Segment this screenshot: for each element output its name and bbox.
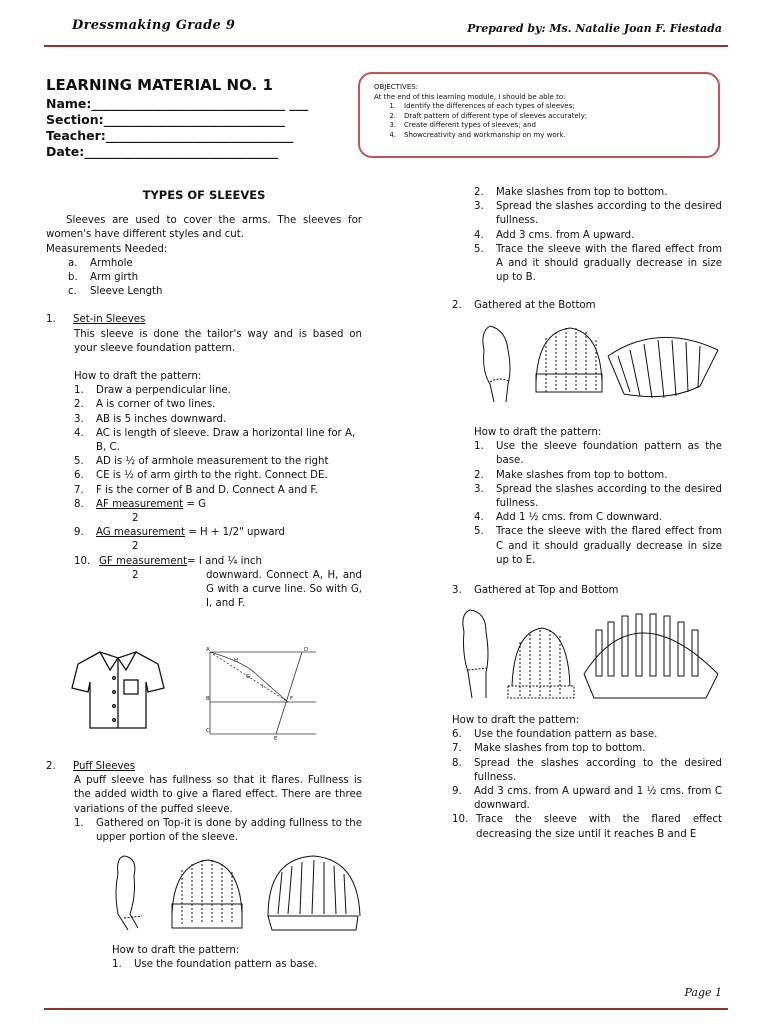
objectives-heading: OBJECTIVES: xyxy=(374,83,419,91)
fraction-denominator: 2 xyxy=(132,513,139,525)
puff-section xyxy=(46,760,362,845)
shirt-illustration xyxy=(70,648,166,732)
bottom-how: How to draft the pattern: 1. Use the sleeve foundation pattern as the base. 2. Make slashes from top to bottom. 3. Spread the slashes according to the desired fullness. 4. Add 1 ½ cms. from C downward. 5. Trace the sleeve with the flared effect from C and it should gradually decrease in size up to E. xyxy=(474,426,722,568)
section-field: Section:_____________________________ xyxy=(46,112,285,127)
puff-how: How to draft the pattern: 1. Use the foundation pattern as base. xyxy=(112,944,362,972)
puff-description: A puff sleeve has fullness so that it flares. Fullness is the added width to give a flared effect. There are three variations of the puffed sleeve. xyxy=(74,775,362,815)
label-C: C xyxy=(206,728,210,734)
step-item: 4. AC is length of sleeve. Draw a horizontal line for A, B, C. xyxy=(74,427,356,454)
label-E: E xyxy=(274,736,278,742)
step-item: 9. AG measurement = H + 1/2" upward xyxy=(74,527,285,539)
step-item: 2. A is corner of two lines. xyxy=(74,399,216,411)
step-item: 6. Use the foundation pattern as base. xyxy=(452,729,658,741)
step-item: 7. F is the corner of B and D. Connect A and F. xyxy=(74,484,318,496)
step-item: 5. Trace the sleeve with the flared effect from A and it should gradually decrease in size up to B. xyxy=(474,243,722,284)
page-title: LEARNING MATERIAL NO. 1 xyxy=(46,76,273,94)
fraction-denominator: 2 xyxy=(132,541,139,553)
header-subject: Dressmaking Grade 9 xyxy=(72,18,236,33)
step-item: 1. Use the foundation pattern as base. xyxy=(112,959,318,971)
step-item: 1. Use the sleeve foundation pattern as the base. xyxy=(474,441,722,467)
label-D: D xyxy=(304,647,309,653)
bottom-heading: 2. Gathered at the Bottom xyxy=(452,300,596,312)
left-column xyxy=(46,188,362,611)
step-item: 2. Make slashes from top to bottom. xyxy=(474,469,668,481)
measurement-item: a. Armhole xyxy=(68,257,133,269)
label-A: A xyxy=(206,647,210,653)
step-item: 10. GF measurement= I and ¼ inch xyxy=(74,555,262,567)
step-item: 8. Spread the slashes according to the desired fullness. xyxy=(452,757,722,783)
label-F: F xyxy=(290,696,294,702)
label-B: B xyxy=(206,696,210,702)
step-item: 4. Add 1 ½ cms. from C downward. xyxy=(474,512,663,524)
step-continuation: 2 downward. Connect A, H, and G with a curve line. So with G, I, and F. xyxy=(132,569,362,610)
step-item: 9. Add 3 cms. from A upward and 1 ½ cms. from C downward. xyxy=(452,786,722,812)
section-title: TYPES OF SLEEVES xyxy=(142,188,266,202)
objective-item: 1. Identify the differences of each types of sleeves; xyxy=(389,102,575,111)
footer-divider xyxy=(44,1008,728,1010)
setin-how: How to draft the pattern: xyxy=(74,371,202,383)
measurement-item: c. Sleeve Length xyxy=(68,286,163,298)
topbottom-how: How to draft the pattern: 6. Use the foundation pattern as base. 7. Make slashes from top to bottom. 8. Spread the slashes according to the desired fullness. 9. Add 3 cms. from A upward and 1 ½ cms. from C downward. 10. Trace the sleeve with the flared effect decreasing the size until it reaches B and E xyxy=(452,714,722,842)
date-field: Date:_______________________________ xyxy=(46,144,279,159)
header-author: Prepared by: Ms. Natalie Joan F. Fiestada xyxy=(467,22,722,35)
right-top-steps xyxy=(452,186,722,314)
objective-item: 4. Showcreativity and workmanship on my work. xyxy=(389,130,566,139)
setin-sleeve-diagram xyxy=(204,648,322,740)
step-item: 5. AD is ½ of armhole measurement to the right xyxy=(74,456,329,468)
measurements-label: Measurements Needed: xyxy=(46,243,168,255)
step-item: 10. Trace the sleeve with the flared effect decreasing the size until it reaches B and E xyxy=(452,814,722,840)
step-item: 3. AB is 5 inches downward. xyxy=(74,413,227,425)
gathered-top-illustration xyxy=(108,852,364,934)
intro-paragraph: Sleeves are used to cover the arms. The sleeves for women's have different styles and cut. xyxy=(46,215,362,241)
setin-description: This sleeve is done the tailor's way and is based on your sleeve foundation pattern. xyxy=(74,328,362,354)
label-I: I xyxy=(262,684,264,690)
objective-item: 3. Create different types of sleeves; and xyxy=(389,121,536,130)
step-item: 5. Trace the sleeve with the flared effect from C and it should gradually decrease in size up to E. xyxy=(474,526,722,566)
step-item: 3. Spread the slashes according to the desired fullness. xyxy=(474,201,722,227)
puff-variation: 1. Gathered on Top-it is done by adding fullness to the upper portion of the sleeve. xyxy=(74,817,362,844)
teacher-field: Teacher:______________________________ xyxy=(46,128,294,143)
puff-heading: 2. Puff Sleeves xyxy=(46,761,136,772)
step-item: 4. Add 3 cms. from A upward. xyxy=(474,229,635,241)
step-item: 7. Make slashes from top to bottom. xyxy=(452,743,646,755)
measurement-item: b. Arm girth xyxy=(68,272,139,284)
gathered-bottom-illustration xyxy=(478,320,728,410)
label-H: H xyxy=(234,658,239,664)
objectives-box xyxy=(358,72,720,158)
objective-item: 2. Draft pattern of different type of sleeves accurately; xyxy=(389,111,588,120)
header-divider xyxy=(44,45,728,47)
step-item: 3. Spread the slashes according to the desired fullness. xyxy=(474,483,722,510)
setin-heading: 1. Set-in Sleeves xyxy=(46,314,146,326)
topbottom-heading: 3. Gathered at Top and Bottom xyxy=(452,585,619,596)
setin-steps xyxy=(46,384,362,611)
name-field: Name:_______________________________ ___ xyxy=(46,96,309,111)
gathered-top-bottom-illustration xyxy=(456,602,726,702)
label-G: G xyxy=(246,674,251,680)
step-item: 2. Make slashes from top to bottom. xyxy=(474,187,668,198)
objectives-intro: At the end of this learning module, I should be able to: xyxy=(374,92,566,101)
page-number: Page 1 xyxy=(684,986,722,999)
step-item: 6. CE is ½ of arm girth to the right. Connect DE. xyxy=(74,470,328,482)
step-item: 8. AF measurement = G xyxy=(74,498,207,510)
step-item: 1. Draw a perpendicular line. xyxy=(74,385,231,397)
